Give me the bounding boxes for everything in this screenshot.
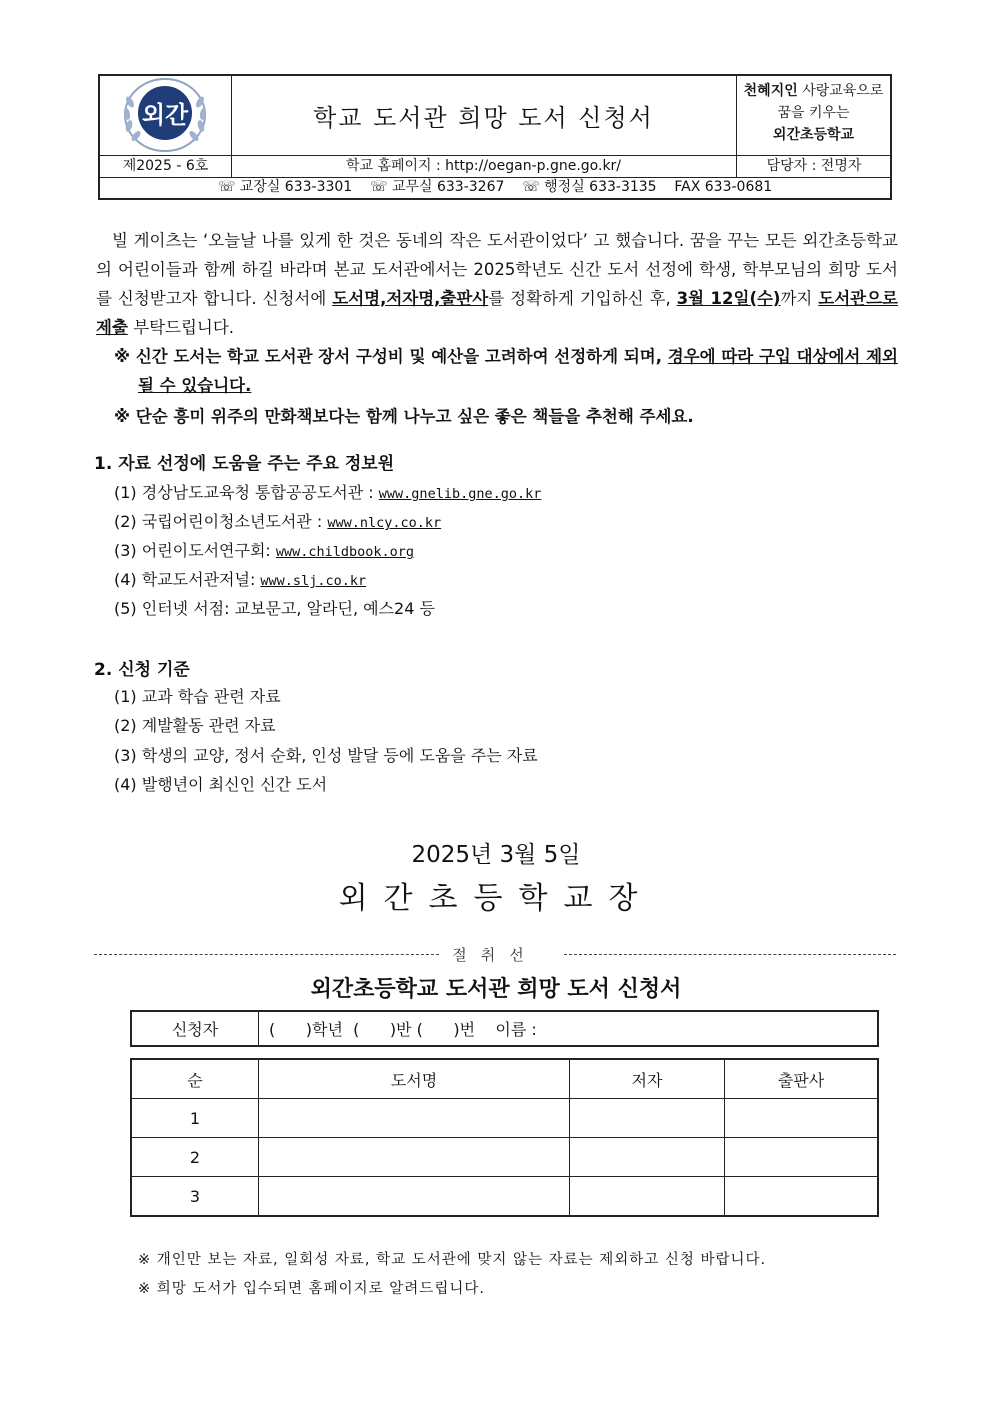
- col-header-number: 순: [131, 1059, 259, 1099]
- notice-budget: ※ 신간 도서는 학교 도서관 장서 구성비 및 예산을 고려하여 선정하게 되며, 경우에 따라 구입 대상에서 제외될 수 있습니다.: [114, 347, 898, 395]
- row-number: 2: [131, 1138, 259, 1177]
- school-logo-cell: [100, 76, 232, 155]
- form-title: 외간초등학교 도서관 희망 도서 신청서: [310, 977, 682, 1002]
- list-item: (2) 계발활동 관련 자료: [114, 716, 276, 735]
- book-request-table: [130, 1058, 879, 1217]
- applicant-table: [130, 1010, 879, 1047]
- homepage-url[interactable]: 학교 홈페이지 : http://oegan-p.gne.go.kr/: [345, 158, 622, 174]
- list-item: (2) 국립어린이청소년도서관 : www.nlcy.co.kr: [114, 512, 442, 531]
- applicant-field[interactable]: ( )학년 ( )반 ( )번 이름 :: [259, 1011, 879, 1046]
- book-title-cell[interactable]: [259, 1099, 570, 1138]
- list-item: (1) 교과 학습 관련 자료: [114, 687, 281, 706]
- col-header-title: 도서명: [259, 1059, 570, 1099]
- link-nlcy[interactable]: www.nlcy.co.kr: [327, 515, 442, 531]
- publisher-cell[interactable]: [725, 1138, 879, 1177]
- book-title-cell[interactable]: [259, 1138, 570, 1177]
- list-item: (1) 경상남도교육청 통합공공도서관 : www.gnelib.gne.go.kr: [114, 483, 542, 502]
- doc-number: 제2025 - 6호: [100, 155, 232, 177]
- link-gnelib[interactable]: www.gnelib.gne.go.kr: [378, 486, 542, 502]
- author-cell[interactable]: [570, 1099, 725, 1138]
- author-cell[interactable]: [570, 1138, 725, 1177]
- header-row-info: [100, 155, 890, 178]
- list-item: (5) 인터넷 서점: 교보문고, 알라딘, 예스24 등: [114, 599, 435, 618]
- principal-signature: 외간초등학교장: [338, 881, 654, 916]
- row-number: 3: [131, 1177, 259, 1217]
- cut-label: 절취선: [452, 946, 538, 964]
- list-item: (3) 어린이도서연구회: www.childbook.org: [114, 541, 415, 560]
- row-number: 1: [131, 1099, 259, 1138]
- school-logo-icon: [100, 76, 231, 155]
- cut-line: [94, 944, 896, 964]
- issue-date: 2025년 3월 5일: [411, 842, 581, 868]
- table-row: [131, 1099, 878, 1138]
- svg-text:외간: 외간: [141, 101, 189, 129]
- phone-numbers: ☏ 교장실 633-3301 ☏ 교무실 633-3267 ☏ 행정실 633-3135 FAX 633-0681: [217, 179, 773, 195]
- notice-comics: ※ 단순 흥미 위주의 만화책보다는 함께 나누고 싶은 좋은 책들을 추천해 주세요.: [114, 407, 694, 426]
- applicant-label: 신청자: [131, 1011, 259, 1046]
- link-childbook[interactable]: www.childbook.org: [275, 544, 415, 560]
- link-slj[interactable]: www.slj.co.kr: [260, 573, 367, 589]
- list-item: (4) 발행년이 최신인 신간 도서: [114, 775, 328, 794]
- footer-note: ※ 희망 도서가 입수되면 홈페이지로 알려드립니다.: [138, 1281, 485, 1297]
- document-title: 학교 도서관 희망 도서 신청서: [313, 104, 654, 132]
- manager-name: 담당자 : 전명자: [736, 155, 891, 177]
- col-header-author: 저자: [570, 1059, 725, 1099]
- table-header-row: [131, 1059, 878, 1099]
- footer-note: ※ 개인만 보는 자료, 일회성 자료, 학교 도서관에 맞지 않는 자료는 제외하고 신청 바랍니다.: [138, 1252, 767, 1268]
- header-row-top: [100, 76, 890, 156]
- col-header-publisher: 출판사: [725, 1059, 879, 1099]
- table-row: [131, 1138, 878, 1177]
- intro-paragraph: 빌 게이츠는 ‘오늘날 나를 있게 한 것은 동네의 작은 도서관이었다’ 고 했습니다. 꿈을 꾸는 모든 외간초등학교의 어린이들과 함께 하길 바라며 본교 도서관에서는 2025학년도 신간 도서 선정에 학생, 학부모님의 희망 도서를 신청받고자 합니다. 신청서에 도서명,저자명,출판사를 정확하게 기입하신 후, 3월 12일(수)까지 도서관으로 제출 부탁드립니다.: [96, 231, 898, 337]
- list-item: (3) 학생의 교양, 정서 순화, 인성 발달 등에 도움을 주는 자료: [114, 746, 538, 765]
- table-row: [131, 1177, 878, 1217]
- section2-title: 2. 신청 기준: [94, 660, 190, 680]
- publisher-cell[interactable]: [725, 1177, 879, 1217]
- list-item: (4) 학교도서관저널: www.slj.co.kr: [114, 570, 367, 589]
- section1-title: 1. 자료 선정에 도움을 주는 주요 정보원: [94, 454, 395, 474]
- publisher-cell[interactable]: [725, 1099, 879, 1138]
- header-box: [98, 74, 892, 200]
- school-slogan: 천혜지인 사랑교육으로 꿈을 키우는 외간초등학교: [736, 76, 890, 155]
- book-title-cell[interactable]: [259, 1177, 570, 1217]
- author-cell[interactable]: [570, 1177, 725, 1217]
